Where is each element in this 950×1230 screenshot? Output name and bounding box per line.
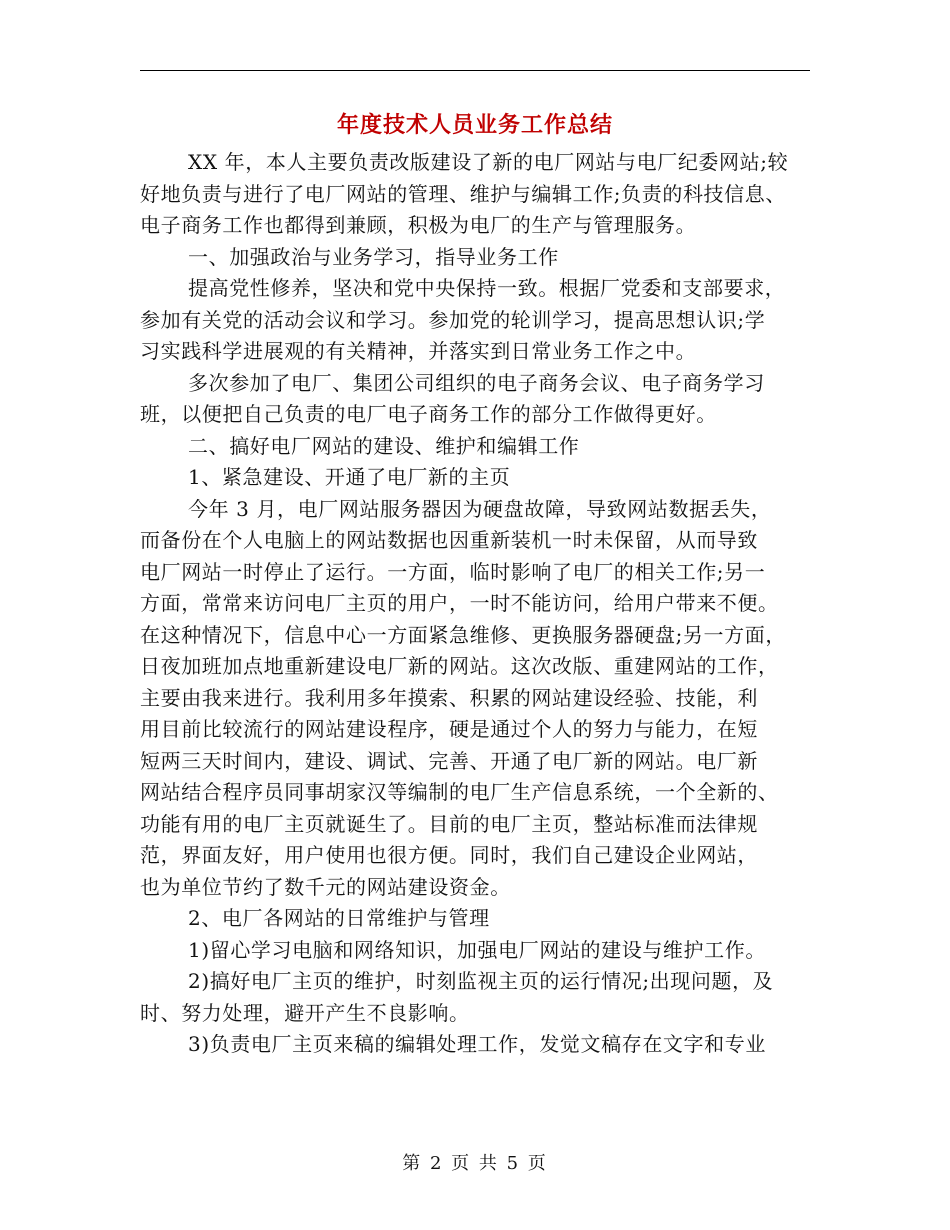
subsection-heading: 2、电厂各网站的日常维护与管理 [188, 906, 490, 930]
text-line: 在这种情况下，信息中心一方面紧急维修、更换服务器硬盘;另一方面， [140, 622, 786, 647]
text-line: 参加有关党的活动会议和学习。参加党的轮训学习，提高思想认识;学 [140, 307, 766, 332]
section-heading: 一、加强政治与业务学习，指导业务工作 [188, 244, 559, 269]
text-line: 时、努力处理，避开产生不良影响。 [140, 1000, 470, 1025]
subsection-heading: 1、紧急建设、开通了电厂新的主页 [188, 465, 511, 489]
text-line: 提高党性修养，坚决和党中央保持一致。根据厂党委和支部要求， [188, 276, 786, 300]
text-line: 日夜加班加点地重新建设电厂新的网站。这次改版、重建网站的工作， [140, 654, 779, 678]
section-heading: 二、搞好电厂网站的建设、维护和编辑工作 [188, 433, 580, 458]
header-rule [140, 70, 810, 71]
text-line: 范，界面友好，用户使用也很方便。同时，我们自己建设企业网站， [140, 843, 758, 867]
text-line: 方面，常常来访问电厂主页的用户，一时不能访问，给用户带来不便。 [140, 591, 779, 615]
text-line: 而备份在个人电脑上的网站数据也因重新装机一时未保留，从而导致 [140, 528, 758, 552]
text-line: 短两三天时间内，建设、调试、完善、开通了电厂新的网站。电厂新 [140, 748, 758, 773]
list-item: 3)负责电厂主页来稿的编辑处理工作，发觉文稿存在文字和专业 [188, 1032, 766, 1056]
text-line: 班，以便把自己负责的电厂电子商务工作的部分工作做得更好。 [140, 402, 717, 426]
text-line: 今年 3 月，电厂网站服务器因为硬盘故障，导致网站数据丢失， [188, 496, 772, 521]
text-line: 习实践科学进展观的有关精神，并落实到日常业务工作之中。 [140, 339, 697, 363]
text-line: 主要由我来进行。我利用多年摸索、积累的网站建设经验、技能，利 [140, 685, 758, 710]
text-line: XX 年，本人主要负责改版建设了新的电厂网站与电厂纪委网站;较 [188, 150, 789, 174]
text-line: 网站结合程序员同事胡家汉等编制的电厂生产信息系统，一个全新的、 [140, 780, 779, 804]
text-line: 功能有用的电厂主页就诞生了。目前的电厂主页，整站标准而法律规 [140, 811, 758, 836]
text-line: 电子商务工作也都得到兼顾，积极为电厂的生产与管理服务。 [140, 213, 697, 237]
document-title: 年度技术人员业务工作总结 [336, 112, 613, 138]
text-line: 多次参加了电厂、集团公司组织的电子商务会议、电子商务学习 [188, 370, 765, 395]
text-line: 好地负责与进行了电厂网站的管理、维护与编辑工作;负责的科技信息、 [140, 181, 786, 206]
list-item: 2)搞好电厂主页的维护，时刻监视主页的运行情况;出现问题，及 [188, 969, 774, 993]
text-line: 用目前比较流行的网站建设程序，硬是通过个人的努力与能力，在短 [140, 717, 758, 741]
document-body [140, 147, 820, 1061]
page-number: 第 2 页 共 5 页 [402, 1153, 548, 1174]
text-line: 也为单位节约了数千元的网站建设资金。 [140, 874, 511, 899]
text-line: 电厂网站一时停止了运行。一方面，临时影响了电厂的相关工作;另一 [140, 559, 766, 584]
list-item: 1)留心学习电脑和网络知识，加强电厂网站的建设与维护工作。 [188, 937, 766, 962]
